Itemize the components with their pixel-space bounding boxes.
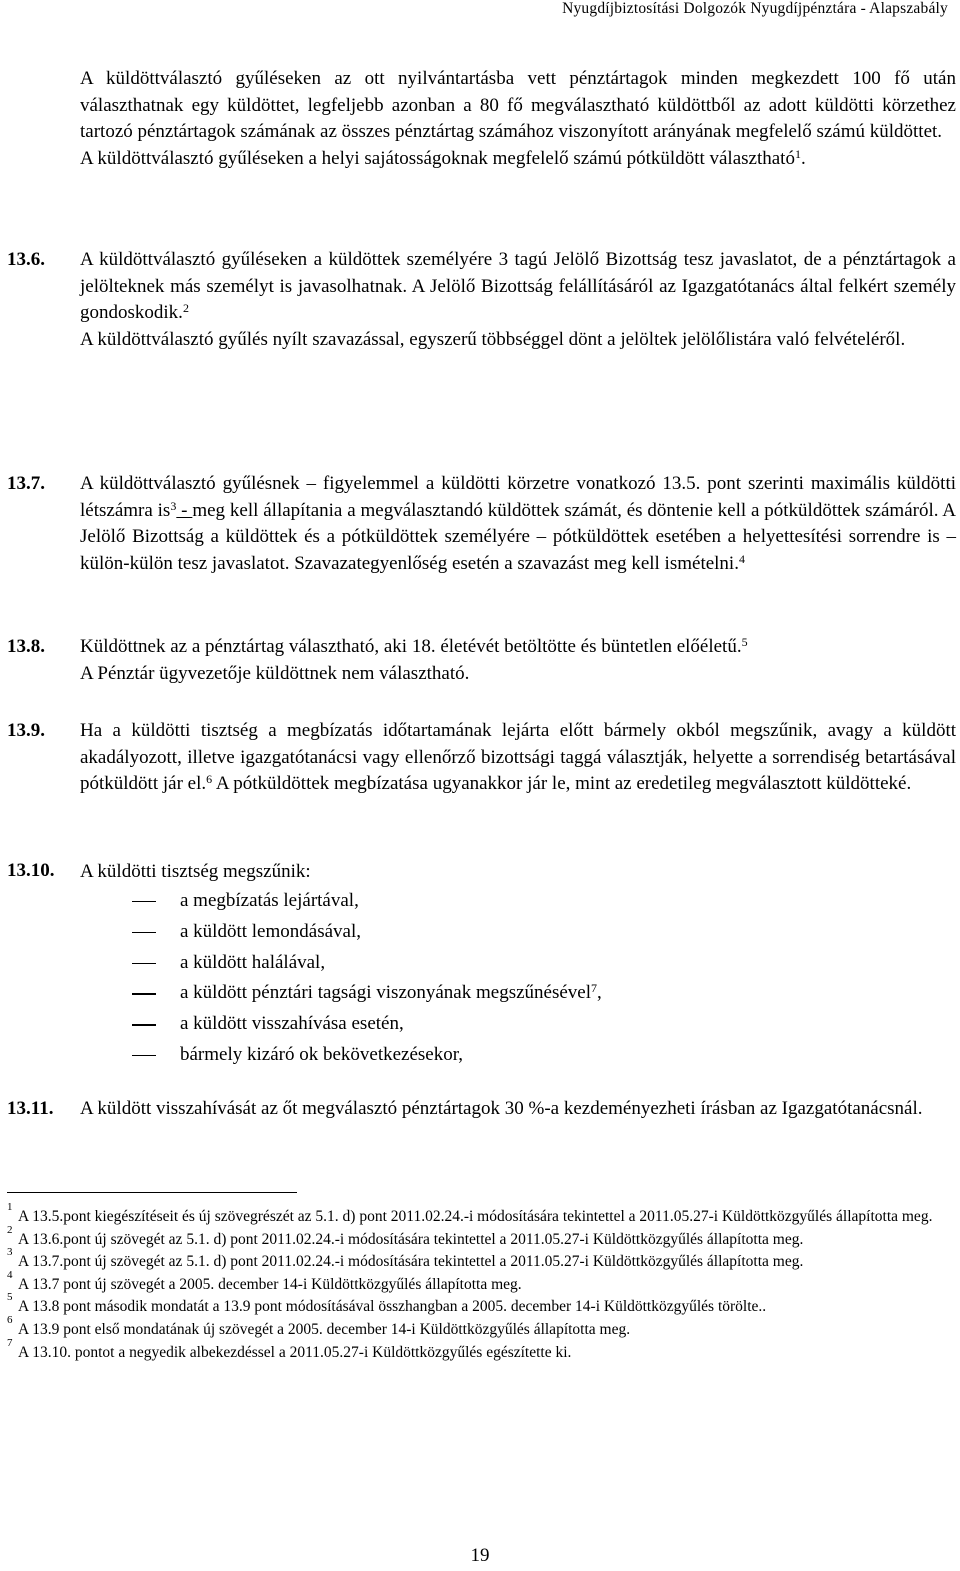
section-number: 13.9. — [7, 720, 45, 741]
intro-paragraph-2 — [80, 146, 956, 173]
running-header: Nyugdíjbiztosítási Dolgozók Nyugdíjpénztára - Alapszabály — [562, 0, 948, 17]
footnote-ref-7[interactable]: 7 — [591, 981, 598, 996]
page-number: 19 — [470, 1545, 490, 1566]
section-13-6-text-a: A küldöttválasztó gyűléseken a küldöttek személyére 3 tagú Jelölő Bizottság tesz javaslatot, de a pénztártagok a jelölteknek más személyt is javasolhatnak. A Jelölő Bizottság felállításáról az Igazgatótanács által felkért személy gondoskodik. — [80, 249, 956, 324]
footnotes — [7, 1201, 956, 1364]
list-item: a küldött visszahívása esetén, — [80, 1009, 956, 1040]
footnote-ref-4[interactable]: 4 — [738, 551, 745, 566]
section-text — [80, 471, 956, 577]
footnote-2: 2 A 13.6.pont új szövegét az 5.1. d) pont 2011.02.24.-i módosítására tekintettel a 2011.05.27-i Küldöttközgyűlés állapította meg. — [7, 1223, 804, 1248]
section-text — [80, 718, 956, 798]
section-13-8-text-b: A Pénztár ügyvezetője küldöttnek nem választható. — [80, 662, 470, 684]
section-13-7-text-b: meg kell állapítania a megválasztandó küldöttek számát, és döntenie kell a pótküldöttek számáról. A Jelölő Bizottság a küldöttek és a pótküldöttek személyére – pótküldöttek esetében a helyettesítési sorrendre is – külön-külön tesz javaslatot. Szavazategyenlőség esetén a szavazást meg kell ismételni. — [80, 499, 957, 574]
section-13-9 — [7, 718, 956, 798]
footnote-7: 7 A 13.10. pontot a negyedik albekezdéssel a 2011.05.27-i Küldöttközgyűlés egészítette ki. — [7, 1336, 572, 1361]
dash-bullet-icon — [132, 963, 156, 964]
intro-paragraph-2-end: . — [800, 147, 806, 169]
section-13-10-intro: A küldötti tisztség megszűnik: — [80, 861, 311, 882]
section-number: 13.8. — [7, 636, 45, 657]
footnote-4: 4 A 13.7 pont új szövegét a 2005. december 14-i Küldöttközgyűlés állapította meg. — [7, 1268, 522, 1293]
footnote-ref-5[interactable]: 5 — [741, 635, 748, 649]
list-item: bármely kizáró ok bekövetkezésekor, — [80, 1040, 956, 1071]
dash-bullet-icon — [132, 932, 156, 933]
footnote-ref-1[interactable]: 1 — [794, 146, 801, 161]
section-13-11 — [7, 1096, 956, 1123]
list-item: a küldött lemondásával, — [80, 917, 956, 948]
section-13-9-text-a: Ha a küldötti tisztség a megbízatás időtartamának lejárta előtt bármely okból megszűnik, avagy a küldött akadályozott, illetve igazgatótanácsi vagy ellenőrző bizottsági taggá választják, helyette a sorrendiség betartásával pótküldött jár el. — [80, 720, 956, 795]
section-13-6 — [7, 247, 956, 353]
section-13-10 — [7, 858, 956, 1071]
section-number: 13.6. — [7, 249, 45, 270]
section-number: 13.10. — [7, 860, 55, 881]
section-13-7 — [7, 471, 956, 577]
section-number: 13.11. — [7, 1098, 54, 1119]
footnote-ref-3[interactable]: 3 — [170, 498, 177, 513]
dash-bullet-icon — [132, 901, 156, 902]
section-13-7-text-a: A küldöttválasztó gyűlésnek – figyelemmel a küldötti körzetre vonatkozó 13.5. pont szerinti maximális küldötti létszámra is — [80, 473, 956, 521]
list-item: a megbízatás lejártával, — [80, 886, 956, 917]
termination-list — [80, 886, 956, 1071]
section-number: 13.7. — [7, 473, 45, 494]
section-13-6-text-b: A küldöttválasztó gyűlés nyílt szavazással, egyszerű többséggel dönt a jelöltek jelölőlistára való felvételéről. — [80, 328, 906, 350]
dash-bullet-icon — [132, 993, 156, 994]
footnote-1: 1 A 13.5.pont kiegészítéseit és új szövegrészét az 5.1. d) pont 2011.02.24.-i módosítására tekintettel a 2011.05.27-i Küldöttközgyűlés állapította meg. — [7, 1201, 933, 1225]
dash-bullet-icon — [132, 1024, 156, 1025]
section-13-11-text: A küldött visszahívását az őt megválasztó pénztártagok 30 %-a kezdeményezheti írásban az Igazgatótanácsnál. — [80, 1098, 923, 1119]
list-item: a küldött halálával, — [80, 948, 956, 979]
section-13-9-text-b: A pótküldöttek megbízatása ugyanakkor jár le, mint az eredetileg megválasztott küldötteké. — [215, 773, 912, 795]
list-item: a küldött pénztári tagsági viszonyának megszűnésével$^7$, — [80, 978, 956, 1009]
footnote-5: 5 A 13.8 pont második mondatát a 13.9 pont módosításával összhangban a 2005. december 14-i Küldöttközgyűlés törölte.. — [7, 1291, 767, 1316]
footnote-6: 6 A 13.9 pont első mondatának új szövegét a 2005. december 14-i Küldöttközgyűlés állapította meg. — [7, 1313, 631, 1338]
footnote-3: 3 A 13.7.pont új szövegét az 5.1. d) pont 2011.02.24.-i módosítására tekintettel a 2011.05.27-i Küldöttközgyűlés állapította meg. — [7, 1246, 804, 1271]
section-text — [80, 634, 956, 661]
intro-paragraph-2-text: A küldöttválasztó gyűléseken a helyi sajátosságoknak megfelelő számú pótküldött választható — [80, 147, 795, 169]
intro-paragraph-1: A küldöttválasztó gyűléseken az ott nyilvántartásba vett pénztártagok minden megkezdett 100 fő után választhatnak egy küldöttet, legfeljebb azonban a 80 fő megválasztható küldöttből az adott küldötti körzethez tartozó pénztártagok számának az összes pénztártag számához viszonyított arányának megfelelő számú küldöttet. — [80, 68, 956, 143]
footnote-separator — [7, 1192, 297, 1193]
intro-paragraphs — [80, 66, 956, 172]
dash-bullet-icon — [132, 1055, 156, 1056]
footnote-ref-2[interactable]: 2 — [182, 301, 189, 316]
section-text — [80, 247, 956, 327]
section-13-8 — [7, 634, 956, 687]
footnote-ref-6[interactable]: 6 — [206, 772, 213, 787]
section-13-8-text-a: Küldöttnek az a pénztártag választható, aki 18. életévét betöltötte és büntetlen előéletű. — [80, 636, 742, 657]
section-13-7-underline: - — [176, 499, 193, 521]
